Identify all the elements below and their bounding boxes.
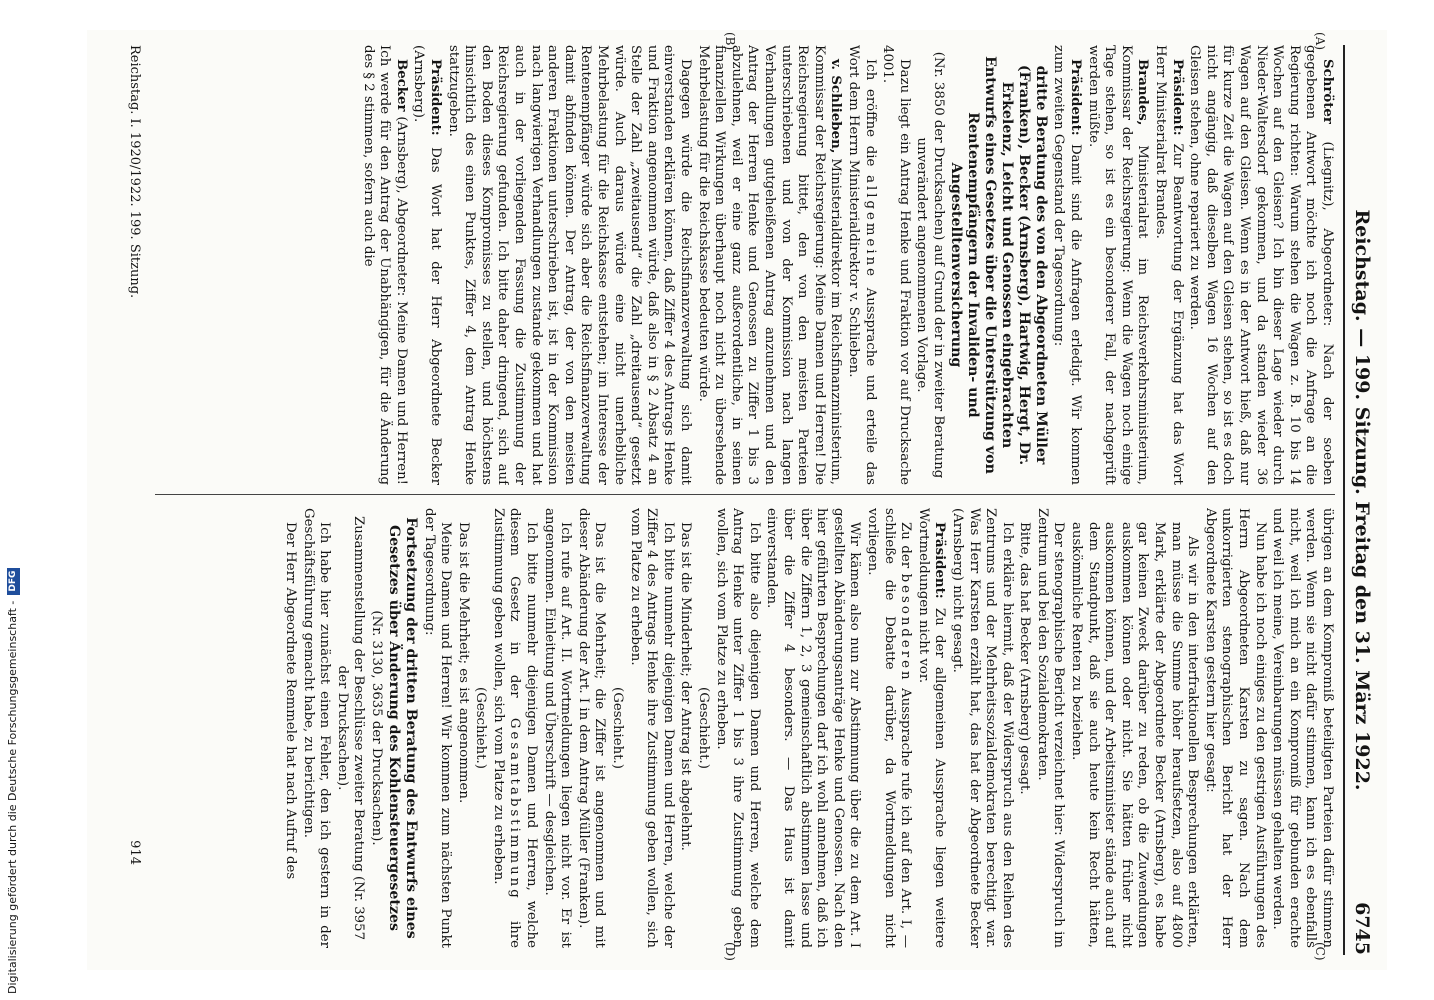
paragraph-text: Bitte, das hat Becker (Arnsberg) gesagt. bbox=[1017, 522, 1033, 795]
margin-marker-c: (C) bbox=[1313, 942, 1327, 961]
paragraph-text: Das ist die Mehrheit; es ist angenommen. bbox=[455, 522, 471, 804]
rotated-document-page bbox=[87, 30, 1387, 970]
paragraph-text: Ministerialrat im Reichsverkehrsministerium, Kommissar der Reichsregierung: Wenn die Wagen noch einige Tage stehen, so ist es ein besonderer Fall, der nachgeprüft werden müßte. bbox=[1085, 45, 1151, 485]
paragraph bbox=[1050, 45, 1083, 485]
paragraph bbox=[863, 508, 913, 948]
speaker-name: Becker bbox=[393, 59, 409, 112]
paragraph-text: (Arnsberg), Abgeordneter: Meine Damen und Herren! Ich werde für den Antrag der Unabhängigen, für die Änderung des § 2 stimmen, sofern auch die bbox=[360, 45, 409, 485]
paragraph-text: Ich erkläre hiermit, daß der Widerspruch aus den Reihen des Zentrums und der Mehrheitssozialdemokraten berechtigt war. Was Herr Karsten erzählt hat, das hat der Abgeordnete Becker (Arnsberg) nicht gesagt. bbox=[949, 508, 1015, 948]
footer-reference: Reichstag. I. 1920/1922. 199. Sitzung. bbox=[127, 45, 142, 299]
spaced-emphasis: allgemeine bbox=[862, 175, 878, 280]
paragraph-text: ihre Zustimmung geben wollen, sich vom Platze zu erheben. bbox=[490, 508, 523, 948]
paragraph-text: Dazu liegt ein Antrag Henke und Fraktion vor auf Drucksache 4001. bbox=[880, 45, 912, 485]
footer-sheet-number: 914 bbox=[127, 840, 142, 865]
paragraph bbox=[410, 45, 443, 485]
margin-marker-d: (D) bbox=[723, 942, 737, 961]
speaker-name: Präsident: bbox=[932, 522, 948, 599]
stage-direction: (Geschieht.) bbox=[696, 687, 712, 769]
paragraph-text: Ich bitte nunmehr diejenigen Damen und Herren, welche diesem Gesetz in der bbox=[507, 508, 540, 948]
column-divider bbox=[155, 494, 1335, 495]
paragraph-text: Ich bitte nunmehr diejenigen Damen und Herren, welche der Ziffer 4 des Antrags Henke ihre Zustimmung geben wollen, sich vom Platze zu erheben. bbox=[627, 508, 676, 948]
paragraph-text: Ministerialdirektor im Reichsfinanzministerium, Kommissar der Reichsregierung: Meine Damen und Herren! Die Reichsregierung bittet, den von den meisten Parteien unterschriebenen und von der Kommission nach langen Verhandlungen gutgeheißenen Antrag anzunehmen und den Antrag der Herren Henke und Genossen zu Ziffer 1 bis 3 abzulehnen, weil er eine ganz außerordentliche, in seinen finanziellen Wirkungen überhaupt noch nicht zu übersehende Mehrbelastung für die Reichskasse bedeuten würde. bbox=[695, 45, 844, 485]
speaker-name: Schröter bbox=[1320, 59, 1335, 124]
paragraph bbox=[489, 508, 539, 948]
paragraph-text: Zur Beantwortung der Ergänzung hat das Wort Herr Ministerialrat Brandes. bbox=[1153, 45, 1185, 485]
speaker-name: v. Schlieben, bbox=[828, 59, 844, 154]
paragraph-text: Der Herr Abgeordnete Remmele hat nach Aufruf des bbox=[282, 522, 298, 880]
paragraph-text: Ich eröffne die bbox=[862, 59, 878, 167]
stage-direction: (Geschieht.) bbox=[473, 687, 489, 769]
paragraph-text: Aussprache und erteile das Wort dem Herrn Ministerialdirektor v. Schlieben. bbox=[845, 45, 878, 485]
paragraph-text: Zu der bbox=[898, 522, 914, 569]
right-column bbox=[155, 508, 1335, 948]
paragraph-text: übrigen an dem Kompromiß beteiligten Parteien dafür stimmen werden. Wenn sie nicht dafür stimmen, kann ich es ebenfalls nicht, weil ich mich an ein Kompromiß für gebunden erachte und weil ich meine, Vereinbarungen müssen gehalten werden. bbox=[1270, 508, 1335, 948]
margin-marker-a: (A) bbox=[1313, 32, 1327, 51]
speaker-name: Präsident: bbox=[428, 59, 444, 136]
paragraph-text: Ich habe hier zunächst einen Fehler, den ich gestern in der Geschäftsführung gemacht habe, zu berichtigen. bbox=[300, 508, 333, 948]
paragraph-text: Wir kämen also nun zur Abstimmung über die zu dem Art. I gestellten Abänderungsanträge Henke und Genossen. Nach den hier geführten Besprechungen darf ich wohl annehmen, daß ich über die Ziffern 1, 2, 3 gemeinschaftlich abstimmen lasse und über die Ziffer 4 besonders. — Das Haus ist damit einverstanden. bbox=[764, 508, 863, 948]
paragraph-text: Ich bitte also diejenigen Damen und Herren, welche dem Antrag Henke unter Ziffer 1 bis 3 ihre Zustimmung geben wollen, sich vom Platze zu erheben. bbox=[713, 508, 762, 948]
page-number: 6745 bbox=[1351, 902, 1373, 955]
margin-marker-b: (B) bbox=[723, 32, 737, 51]
agenda-item-reference: (Nr. 3850 der Drucksachen) auf Grund der in zweiter Beratung unverändert angenommenen Vorlage. bbox=[914, 51, 946, 479]
agenda-item-subreference: Zusammenstellung der Beschlüsse zweiter Beratung (Nr. 3957 der Drucksachen). bbox=[334, 515, 367, 941]
paragraph-text: Der stenographische Bericht verzeichnet hier: Widerspruch im Zentrum und bei den Sozialdemokraten. bbox=[1034, 508, 1067, 948]
paragraph-text: Zu der allgemeinen Aussprache liegen weitere Wortmeldungen nicht vor. bbox=[915, 508, 948, 948]
page-footer bbox=[120, 45, 142, 955]
paragraph-text: Damit sind die Anfragen erledigt. Wir kommen zum zweiten Gegenstand der Tagesordnung: bbox=[1051, 45, 1084, 485]
paragraph-text: Meine Damen und Herren! Wir kommen zum nächsten Punkt der Tagesordnung: bbox=[421, 508, 454, 948]
paragraph-text: Nun habe ich noch einiges zu den gestrigen Ausführungen des Herrn Abgeordneten Karsten zu sagen. Nach dem unkorrigierten stenographischen Bericht hat der Herr Abgeordnete Karsten gestern hier gesagt: bbox=[1202, 508, 1268, 948]
block-quote: Als wir in den interfraktionellen Besprechungen erklärten, man müsse die Summe höher heraufsetzen, also auf 4800 Mark, erklärte der Abgeordnete Becker (Arnsberg), es habe gar keinen Zweck darüber zu reden, ob die Zuwendungen auskommen können oder nicht. Sie hätten früher nicht auskommen können, und der Arbeitsminister stände auch auf dem Standpunkt, daß sie auch heute kein Recht hätten, auskömmliche Renten zu beziehen. bbox=[1069, 522, 1201, 948]
paragraph-text: (Liegnitz), Abgeordneter: Nach der soeben gegebenen Antwort möchte ich noch die Anfrage an die Regierung richten: Warum stehen die Wagen z. B. 10 bis 14 Wochen auf den Gleisen? Ich bin dieser Lage wieder durch Nieder-Waltersdorf gekommen, und da standen wieder 36 Wagen auf den Gleisen. Wenn es in der Antwort hieß, daß nur für kurze Zeit die Wagen auf den Gleisen stehen, so ist es doch nicht angängig, daß dieselben Wagen 16 Wochen auf den Gleisen stehen, ohne repariert zu werden. bbox=[1187, 45, 1335, 485]
stage-direction: (Geschieht.) bbox=[610, 687, 626, 769]
agenda-item-heading: Fortsetzung der dritten Beratung des Entwurfs eines Gesetzes über Änderung des Kohlensteuergesetzes bbox=[385, 517, 419, 939]
paragraph-text: Dagegen würde die Reichsfinanzverwaltung sich damit einverstanden erklären können, daß Ziffer 4 des Antrags Henke und Fraktion angenommen würde, daß also in § 2 Absatz 4 an Stelle der Zahl „zweitausend“ die Zahl „dreitausend“ gesetzt würde. Auch daraus würde eine nicht unerhebliche Mehrbelastung für die Reichskasse entstehen; im Interesse der Rentenempfänger würde sich aber die Reichsfinanzverwaltung damit abfinden können. Der Antrag, der von den meisten anderen Fraktionen unterschrieben ist, ist in der Kommission nach langwierigen Verhandlungen zustande gekommen und hat auch in der vorliegenden Fassung die Zustimmung der Reichsregierung gefunden. Ich bitte daher dringend, sich auf den Boden dieses Kompromisses zu stellen, und höchstens hinsichtlich des einen Punktes, Ziffer 4, dem Antrag Henke stattzugeben. bbox=[445, 45, 693, 485]
paragraph bbox=[914, 508, 947, 948]
paragraph bbox=[1151, 45, 1184, 485]
page-title: Reichstag. — 199. Sitzung. Freitag den 31. März 1922. bbox=[1351, 209, 1373, 791]
page-header bbox=[1343, 45, 1375, 955]
credit-text: Digitalisierung gefördert durch die Deutsche Forschungsgemeinschaft - bbox=[6, 600, 19, 994]
paragraph-text: Das ist die Minderheit; der Antrag ist abgelehnt. bbox=[678, 522, 694, 851]
digitization-credit bbox=[3, 0, 23, 1000]
agenda-item-reference: (Nr. 3130, 3635 der Drucksachen). bbox=[368, 610, 384, 846]
speaker-name: Brandes, bbox=[1135, 59, 1151, 126]
paragraph bbox=[1186, 45, 1335, 485]
paragraph bbox=[694, 45, 843, 485]
spaced-emphasis: Gesamtabstimmung bbox=[507, 717, 523, 901]
speaker-name: Präsident: bbox=[1068, 59, 1084, 136]
paragraph-text: Das Wort hat der Herr Abgeordnete Becker (Arnsberg). bbox=[411, 45, 444, 485]
agenda-item-heading: dritte Beratung des von den Abgeordneten Müller (Franken), Becker (Arnsberg), Hartwig, Hergt, Dr. Erkelenz, Leicht und Genossen eingebrachten Entwurfs eines Gesetzes über die Unterstützung von Rentenempfängern der Invaliden- und Angestelltenversicherung bbox=[947, 56, 1049, 474]
speaker-name: Präsident: bbox=[1169, 59, 1185, 136]
paragraph-text: Ich rufe auf Art. II. Wortmeldungen liegen nicht vor. Er ist angenommen. Einleitung und Überschrift — desgleichen. bbox=[541, 508, 574, 948]
spaced-emphasis: besonderen bbox=[898, 573, 914, 683]
paragraph bbox=[359, 45, 409, 485]
paragraph bbox=[1084, 45, 1150, 485]
paragraph-text: Aussprache rufe ich auf den Art. I, — schließe die Debatte darüber, da Wortmeldungen nicht vorliegen. bbox=[864, 508, 914, 948]
paragraph bbox=[844, 45, 877, 485]
paragraph-text: Das ist die Mehrheit; die Ziffer ist angenommen und mit dieser Abänderung der Art. I in dem Antrag Müller (Franken). bbox=[575, 508, 608, 948]
left-column bbox=[155, 45, 1335, 485]
dfg-logo: DFG bbox=[7, 568, 20, 595]
